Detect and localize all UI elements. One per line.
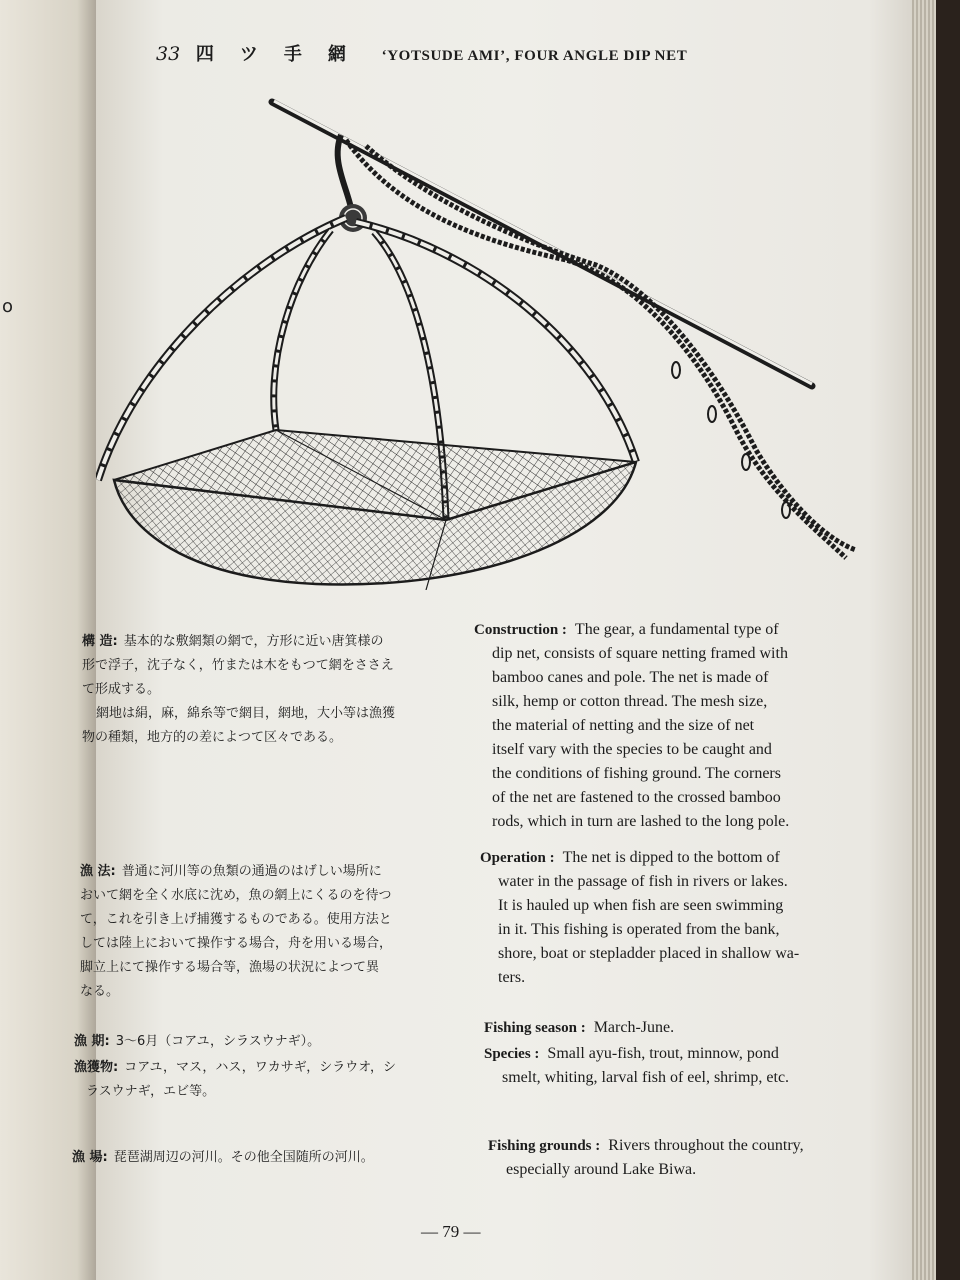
construction-jp <box>82 630 395 750</box>
text-line: of the net are fastened to the crossed bamboo <box>492 789 781 806</box>
text-line: It is hauled up when fish are seen swimming <box>498 897 784 914</box>
season-jp-text: 3～6月（コアユ，シラスウナギ）。 <box>115 1034 321 1049</box>
dip-net-illustration <box>96 90 886 590</box>
text-line: 物の種類，地方的の差によつて区々である。 <box>82 730 343 745</box>
text-line: 形で浮子，沈子なく，竹または木をもつて網をささえ <box>82 658 394 673</box>
season-jp-label: 漁 期: <box>74 1034 110 1049</box>
season-en-label: Fishing season : <box>484 1020 586 1036</box>
text-line: ラスウナギ，エビ等。 <box>86 1084 216 1099</box>
text-line: Small ayu-fish, trout, minnow, pond <box>547 1045 779 1062</box>
species-jp-label: 漁獲物: <box>74 1060 119 1075</box>
page-number: — 79 — <box>421 1222 481 1241</box>
text-line: おいて網を全く水底に沈め，魚の網上にくるのを待つ <box>80 888 392 903</box>
construction-jp-label: 構 造: <box>82 634 118 649</box>
species-en-label: Species : <box>484 1046 540 1062</box>
text-line: rods, which in turn are lashed to the long pole. <box>492 813 790 830</box>
season-jp <box>74 1030 320 1054</box>
grounds-jp-text: 琵琶湖周辺の河川。その他全国随所の河川。 <box>113 1150 374 1165</box>
season-en-text: March-June. <box>593 1019 675 1036</box>
text-line: itself vary with the species to be caught and <box>492 741 772 758</box>
title-japanese: 四ツ手網 <box>195 44 372 65</box>
text-line: なる。 <box>80 984 120 999</box>
species-en <box>484 1042 789 1090</box>
long-pole <box>272 101 812 386</box>
text-line: bamboo canes and pole. The net is made of <box>492 669 769 686</box>
operation-jp-label: 漁 法: <box>80 864 116 879</box>
book-page <box>72 0 936 1280</box>
text-line: The gear, a fundamental type of <box>574 621 779 638</box>
text-line: shore, boat or stepladder placed in shallow wa- <box>498 945 800 962</box>
grounds-jp-label: 漁 場: <box>72 1150 108 1165</box>
text-line: 普通に河川等の魚類の通過のはげしい場所に <box>121 864 382 879</box>
text-line: the conditions of fishing ground. The corners <box>492 765 781 782</box>
operation-en <box>480 846 799 990</box>
construction-en-label: Construction : <box>474 622 567 638</box>
text-line: The net is dipped to the bottom of <box>562 849 780 866</box>
grounds-en <box>488 1134 804 1182</box>
operation-jp <box>80 860 392 1004</box>
text-line: in it. This fishing is operated from the bank, <box>498 921 780 938</box>
text-line: ters. <box>498 969 526 986</box>
page-edges <box>912 0 936 1280</box>
species-jp <box>74 1056 396 1104</box>
text-line: 網地は絹，麻，綿糸等で網目，網地，大小等は漁獲 <box>96 706 396 721</box>
left-page-mark: o <box>2 296 14 317</box>
construction-en <box>474 618 789 834</box>
text-line: the material of netting and the size of net <box>492 717 755 734</box>
text-line: て形成する。 <box>82 682 161 697</box>
text-line: water in the passage of fish in rivers or lakes. <box>498 873 788 890</box>
text-line: しては陸上において操作する場合，舟を用いる場合， <box>80 936 393 951</box>
text-line: smelt, whiting, larval fish of eel, shrimp, etc. <box>502 1069 790 1086</box>
entry-number: 33 <box>156 43 181 65</box>
title-english: ‘YOTSUDE AMI’, FOUR ANGLE DIP NET <box>381 48 688 64</box>
operation-en-label: Operation : <box>480 850 555 866</box>
grounds-jp <box>72 1146 374 1170</box>
text-line: 基本的な敷網類の網で，方形に近い唐箕様の <box>123 634 384 649</box>
text-line: silk, hemp or cotton thread. The mesh size, <box>492 693 768 710</box>
text-line: dip net, consists of square netting framed with <box>492 645 788 662</box>
page-title <box>156 40 687 66</box>
text-line: Rivers throughout the country, <box>608 1137 804 1154</box>
text-line: 脚立上にて操作する場合等，漁場の状況によつて異 <box>80 960 380 975</box>
text-line: コアユ，マス，ハス，ワカサギ，シラウオ，シ <box>124 1060 397 1075</box>
grounds-en-label: Fishing grounds : <box>488 1138 601 1154</box>
season-en <box>484 1016 674 1040</box>
text-line: て，これを引き上げ捕獲するものである。使用方法と <box>80 912 392 927</box>
text-line: especially around Lake Biwa. <box>506 1161 697 1178</box>
rope-clips <box>672 362 790 518</box>
square-netting <box>114 430 636 590</box>
